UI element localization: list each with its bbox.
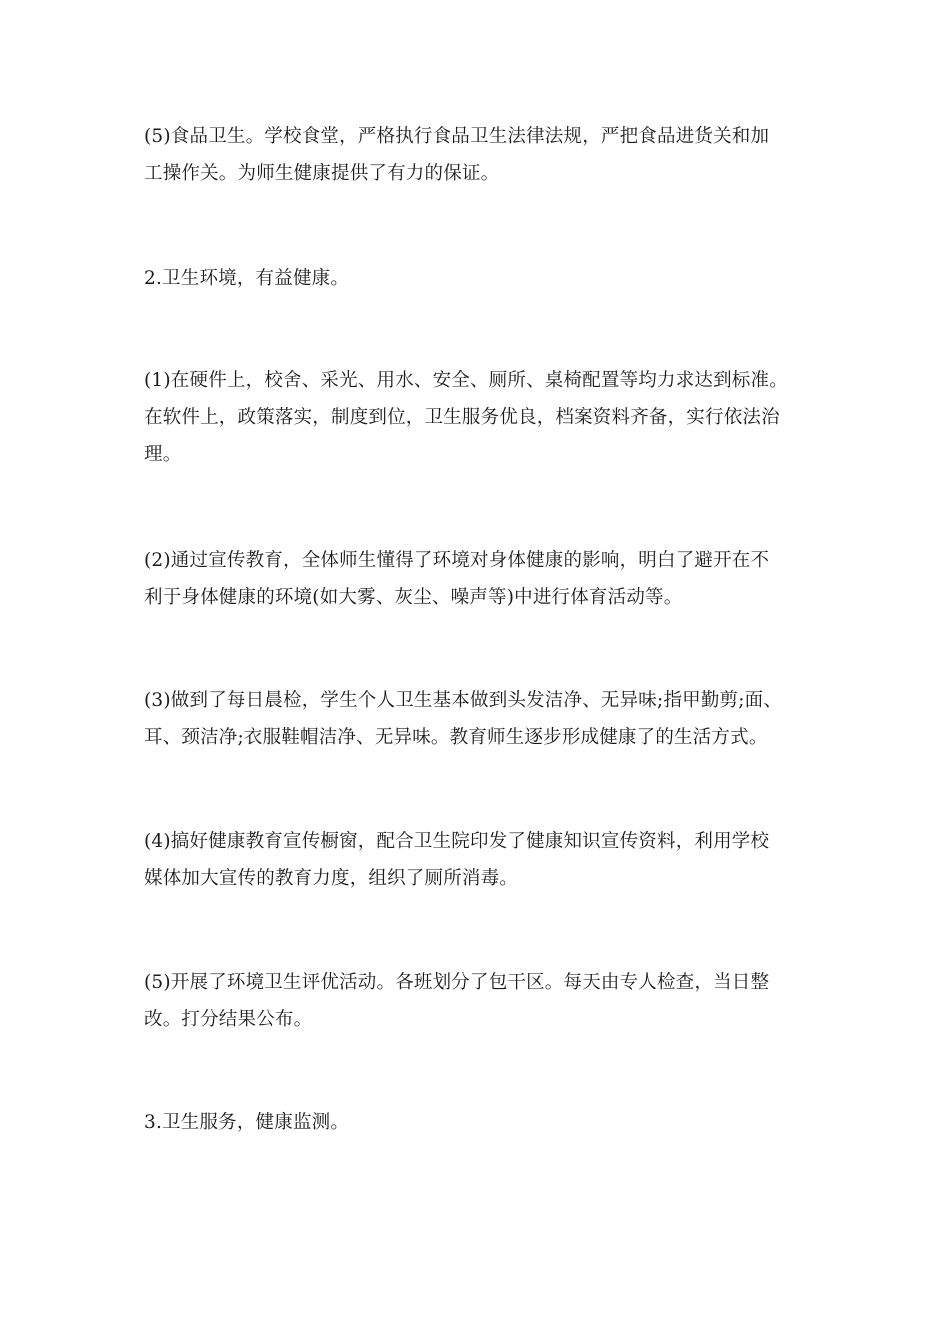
paragraph-line: (2)通过宣传教育，全体师生懂得了环境对身体健康的影响，明白了避开在不	[144, 550, 770, 571]
paragraph-line: (5)食品卫生。学校食堂，严格执行食品卫生法律法规，严把食品进货关和加	[144, 126, 770, 147]
paragraph-line: (4)搞好健康教育宣传橱窗，配合卫生院印发了健康知识宣传资料，利用学校	[144, 831, 770, 852]
paragraph-hardware-software	[144, 362, 814, 473]
paragraph-line: (3)做到了每日晨检，学生个人卫生基本做到头发洁净、无异味;指甲勤剪;面、	[144, 690, 783, 711]
section-heading-health-service	[144, 1104, 814, 1141]
paragraph-line: 利于身体健康的环境(如大雾、灰尘、噪声等)中进行体育活动等。	[144, 587, 683, 608]
paragraph-publicity-education	[144, 542, 814, 616]
paragraph-line: (1)在硬件上，校舍、采光、用水、安全、厕所、桌椅配置等均力求达到标准。	[144, 370, 788, 391]
paragraph-line: 工操作关。为师生健康提供了有力的保证。	[144, 163, 500, 184]
paragraph-line: 理。	[144, 444, 182, 465]
section-heading-text: 3.卫生服务，健康监测。	[144, 1112, 350, 1133]
paragraph-line: 耳、颈洁净;衣服鞋帽洁净、无异味。教育师生逐步形成健康了的生活方式。	[144, 727, 768, 748]
paragraph-food-hygiene	[144, 118, 814, 192]
paragraph-health-window	[144, 823, 814, 897]
paragraph-line: (5)开展了环境卫生评优活动。各班划分了包干区。每天由专人检查，当日整	[144, 972, 770, 993]
paragraph-line: 改。打分结果公布。	[144, 1009, 313, 1030]
paragraph-line: 在软件上，政策落实，制度到位，卫生服务优良，档案资料齐备，实行依法治	[144, 407, 780, 428]
paragraph-line: 媒体加大宣传的教育力度，组织了厕所消毒。	[144, 868, 519, 889]
section-heading-hygiene-environment	[144, 260, 814, 297]
paragraph-environment-appraisal	[144, 964, 814, 1038]
paragraph-morning-check	[144, 682, 814, 756]
section-heading-text: 2.卫生环境，有益健康。	[144, 268, 350, 289]
